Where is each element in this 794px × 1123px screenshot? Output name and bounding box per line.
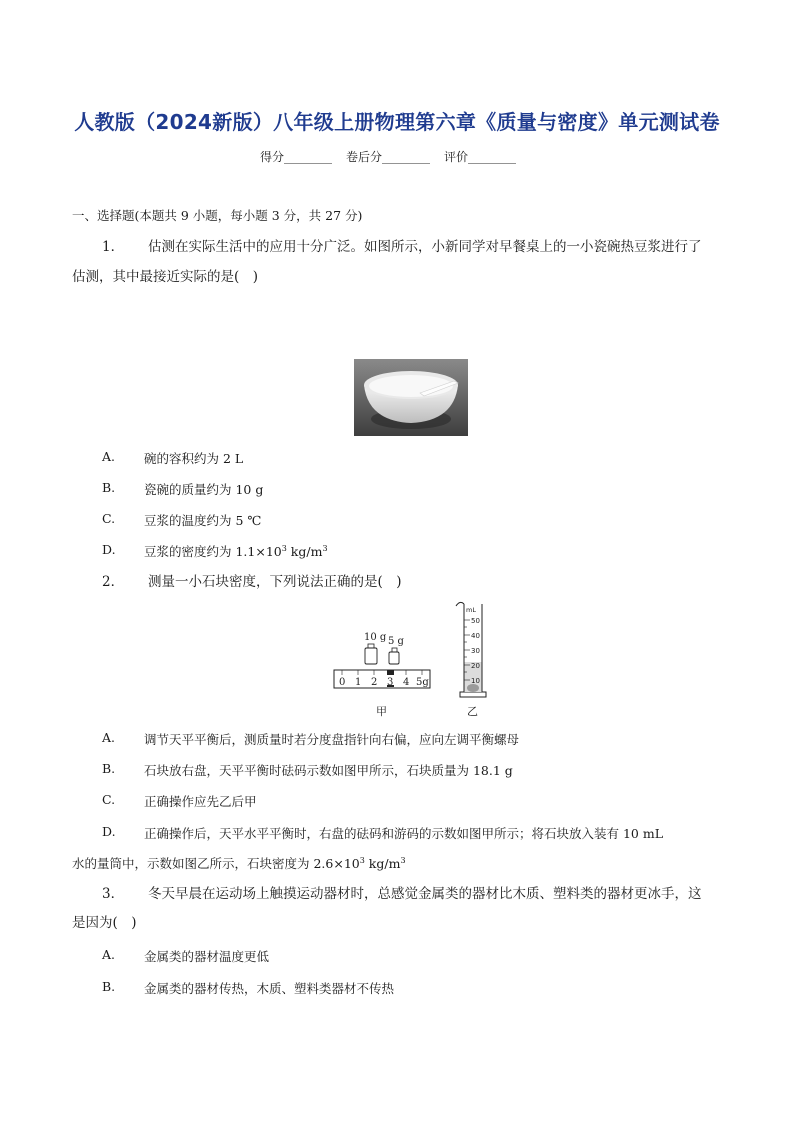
q1-option-d-text: 豆浆的密度约为 $1.1\times 10^3$ $kg/m^3$ [144, 544, 328, 559]
cylinder-mark: 20 [471, 662, 480, 670]
q1-option-a-letter: A. [102, 449, 116, 464]
after-score-field: 卷后分________ [346, 150, 431, 164]
q1-option-b-letter: B. [102, 480, 116, 495]
q3-option-b-text: 金属类的器材传热，木质、塑料类器材不传热 [144, 981, 395, 996]
figure-caption-yi: 乙 [467, 705, 478, 718]
balance-weights-figure [330, 628, 434, 692]
scale-tick-label: 0 [339, 677, 346, 688]
cylinder-unit-label: mL [466, 606, 476, 614]
q3-stem-line2: 是因为( ) [72, 915, 137, 931]
scale-tick-label: 1 [355, 677, 362, 688]
score-field: 得分________ [260, 150, 333, 164]
q2-option-d-line1: 正确操作后，天平水平平衡时，右盘的砝码和游码的示数如图甲所示；将石块放入装有 10 mL [144, 826, 664, 841]
q3-number: 3． [102, 886, 125, 902]
q3-option-a-text: 金属类的器材温度更低 [144, 949, 270, 964]
q1-stem-line1: 估测在实际生活中的应用十分广泛。如图所示，小新同学对早餐桌上的一小瓷碗热豆浆进行了 [148, 239, 702, 255]
weight-10g-label: 10 g [364, 632, 387, 643]
scale-tick-label: 3 [387, 677, 394, 688]
evaluation-field: 评价________ [444, 150, 517, 164]
q2-option-c-text: 正确操作应先乙后甲 [144, 794, 257, 809]
page-title: 人教版（2024新版）八年级上册物理第六章《质量与密度》单元测试卷 [74, 110, 720, 134]
score-bar [260, 148, 516, 165]
cylinder-mark: 30 [471, 647, 480, 655]
q2-option-d-line2: 水的量筒中，示数如图乙所示，石块密度为 $2.6\times 10^3$ $kg/m^3$ [72, 856, 406, 871]
q2-option-a-text: 调节天平平衡后，测质量时若分度盘指针向右偏，应向左调平衡螺母 [144, 732, 520, 747]
soymilk-bowl-image [354, 359, 468, 436]
q1-option-a-text: 碗的容积约为 2 L [144, 451, 244, 466]
q2-option-c-letter: C. [102, 792, 116, 807]
cylinder-mark: 10 [471, 677, 480, 685]
q1-number: 1． [102, 239, 125, 255]
q1-option-c-letter: C. [102, 511, 116, 526]
q3-option-a-letter: A. [102, 947, 116, 962]
scale-tick-label: 5g [416, 677, 429, 688]
q3-stem-line1: 冬天早晨在运动场上触摸运动器材时，总感觉金属类的器材比木质、塑料类的器材更冰手，这 [148, 886, 702, 902]
scale-tick-label: 4 [403, 677, 410, 688]
graduated-cylinder-figure [452, 600, 492, 700]
weight-5g-label: 5 g [388, 636, 404, 647]
q2-option-a-letter: A. [102, 730, 116, 745]
q3-option-b-letter: B. [102, 979, 116, 994]
q2-number: 2． [102, 574, 125, 590]
q2-option-b-text: 石块放右盘，天平平衡时砝码示数如图甲所示，石块质量为 18.1 g [144, 763, 513, 778]
figure-caption-jia: 甲 [376, 705, 387, 718]
q1-option-b-text: 瓷碗的质量约为 10 g [144, 482, 264, 497]
q1-option-d-letter: D. [102, 542, 116, 557]
section-heading: 一、选择题(本题共 9 小题，每小题 3 分，共 27 分) [72, 208, 363, 223]
q2-option-d-letter: D. [102, 824, 116, 839]
q2-option-b-letter: B. [102, 761, 116, 776]
q1-option-c-text: 豆浆的温度约为 5 ℃ [144, 513, 262, 528]
q2-stem: 测量一小石块密度，下列说法正确的是( ) [148, 574, 402, 590]
scale-tick-label: 2 [371, 677, 378, 688]
cylinder-mark: 50 [471, 617, 480, 625]
cylinder-mark: 40 [471, 632, 480, 640]
q1-stem-line2: 估测，其中最接近实际的是( ) [72, 269, 259, 285]
